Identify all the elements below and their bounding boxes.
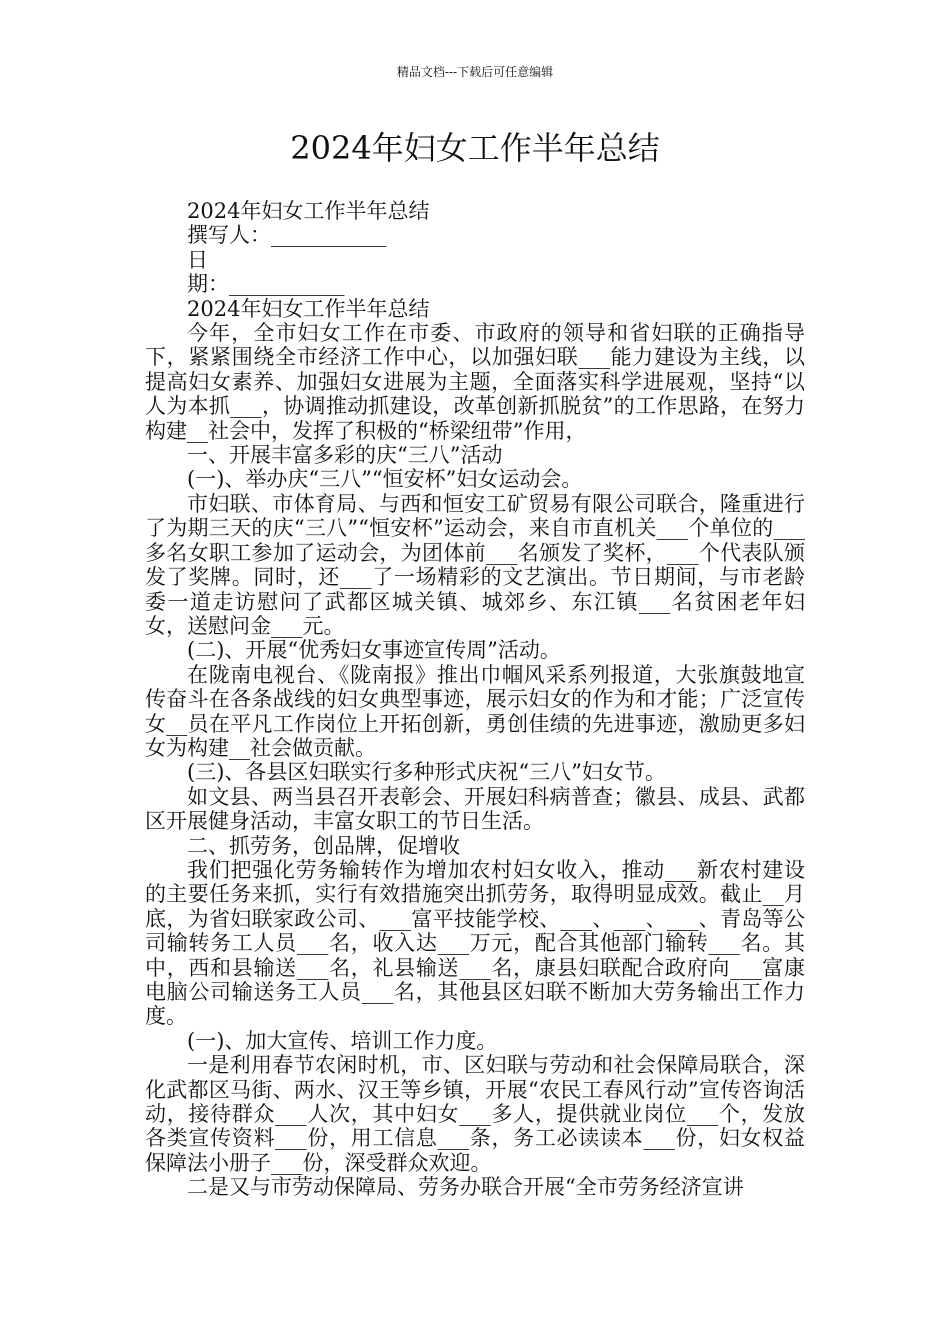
paragraph-publicity-week: 在陇南电视台、《陇南报》推出巾帼风采系列报道，大张旗鼓地宣传奋斗在各条战线的妇女典型事迹，展示妇女的作为和才能；广泛宣传女__员在平凡工作岗位上开拓创新，勇创佳绩的先进事迹，激励更多妇女为构建__社会做贡献。 [145,662,805,760]
subsection-heading-2-1: (一)、加大宣传、培训工作力度。 [187,1028,498,1053]
document-body [145,199,805,1200]
subsection-heading-1-3: (三)、各县区妇联实行多种形式庆祝“三八”妇女节。 [187,760,666,785]
subsection-heading-1-1: (一)、举办庆“三八”“恒安杯”妇女运动会。 [187,467,583,492]
header-note: 精品文档---下载后可任意编辑 [396,65,554,79]
paragraph-county-activities: 如文县、两当县召开表彰会、开展妇科病普查；徽县、成县、武都区开展健身活动，丰富女职工的节日生活。 [145,784,805,834]
subsection-heading-1-2: (二)、开展“优秀妇女事迹宣传周”活动。 [187,638,561,663]
subtitle: 2024年妇女工作半年总结 [187,199,430,223]
intro-paragraph: 今年，全市妇女工作在市委、市政府的领导和省妇联的正确指导下，紧紧围绕全市经济工作中心，以加强妇联___能力建设为主线，以提高妇女素养、加强妇女进展为主题，全面落实科学进展观，坚持“以人为本抓___，协调推动抓建设，改革创新抓脱贫”的工作思路，在努力构建__社会中，发挥了积极的“桥梁纽带”作用， [145,321,805,443]
date-label-line-1: 日 [187,247,208,272]
paragraph-training-1: 一是利用春节农闲时机，市、区妇联与劳动和社会保障局联合，深化武都区马街、两水、汉王等乡镇，开展“农民工春风行动”宣传咨询活动，接待群众___人次，其中妇女___多人，提供就业岗位___个，发放各类宣传资料___份，用工信息___条，务工必读读本___份，妇女权益保障法小册子___份，深受群众欢迎。 [145,1053,805,1175]
paragraph-sports-meet: 市妇联、市体育局、与西和恒安工矿贸易有限公司联合，隆重进行了为期三天的庆“三八”“恒安杯”运动会，来自市直机关___个单位的___多名女职工参加了运动会，为团体前___名颁发了奖杯，___个代表队颁发了奖牌。同时，还___了一场精彩的文艺演出。节日期间，与市老龄委一道走访慰问了武都区城关镇、城郊乡、东江镇___名贫困老年妇女，送慰问金___元。 [145,491,805,638]
repeated-title: 2024年妇女工作半年总结 [187,296,430,321]
document-title: 2024年妇女工作半年总结 [290,129,660,167]
paragraph-labor-export: 我们把强化劳务输转作为增加农村妇女收入，推动___新农村建设的主要任务来抓，实行有效措施突出抓劳务，取得明显成效。截止__月底，为省妇联家政公司、___富平技能学校、___、___、___、青岛等公司输转务工人员___名，收入达___万元，配合其他部门输转___名。其中，西和县输送___名，礼县输送___名，康县妇联配合政府向___富康电脑公司输送务工人员___名，其他县区妇联不断加大劳务输出工作力度。 [145,857,805,1029]
section-heading-1: 一、开展丰富多彩的庆“三八”活动 [187,443,503,468]
paragraph-training-2: 二是又与市劳动保障局、劳务办联合开展“全市劳务经济宣讲 [187,1175,744,1200]
author-line: 撰写人：___________ [187,223,387,248]
section-heading-2: 二、抓劳务，创品牌，促增收 [187,833,460,858]
date-label-line-2: 期：___________ [187,272,345,297]
